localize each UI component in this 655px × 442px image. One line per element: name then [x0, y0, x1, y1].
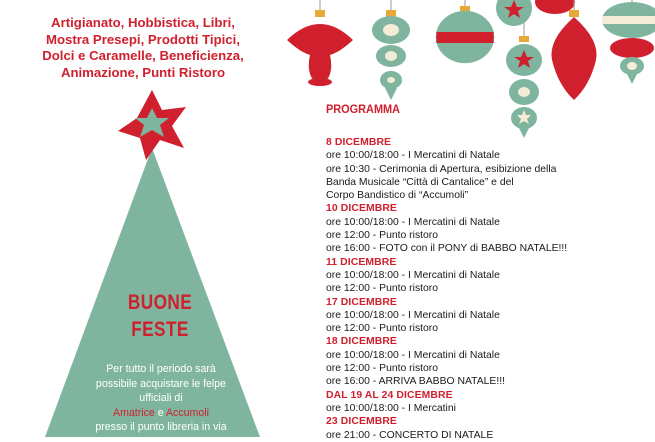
schedule-event: ore 12:00 - Punto ristoro — [326, 323, 439, 335]
schedule-list — [326, 136, 651, 442]
amatrice-text: Amatrice — [113, 406, 155, 419]
greeting-line-2: FESTE — [131, 318, 189, 341]
schedule-date: 11 DICEMBRE — [326, 256, 397, 268]
schedule-date: 17 DICEMBRE — [326, 296, 397, 308]
schedule-event: ore 16:00 - FOTO con il PONY di BABBO NATALE!!! — [326, 243, 568, 255]
ornament-star-top-icon — [496, 0, 532, 26]
header-line: Dolci e Caramelle, Beneficienza, — [42, 48, 244, 63]
schedule-event: ore 10:00/18:00 - I Mercatini di Natale — [326, 269, 500, 281]
schedule-date: 8 DICEMBRE — [326, 137, 392, 148]
header-line: Animazione, Punti Ristoro — [60, 64, 226, 80]
schedule-event: ore 10:00/18:00 - I Mercatini di Natale — [326, 150, 500, 162]
ornament-green-cream-stack-icon — [602, 0, 655, 84]
schedule-event: ore 12:00 - Punto ristoro — [326, 283, 439, 295]
schedule-event: ore 10:00/18:00 - I Mercatini di Natale — [326, 216, 500, 228]
schedule-event: ore 21:00 - CONCERTO DI NATALE — [326, 429, 494, 441]
schedule-event: ore 12:00 - Punto ristoro — [326, 363, 439, 375]
info-line: possibile acquistare le felpe — [95, 377, 227, 390]
accumoli-text: Accumoli — [166, 406, 209, 419]
schedule-event: ore 10:30 - Cerimonia di Apertura, esibizione della — [326, 163, 557, 175]
info-line: Per tutto il periodo sarà — [106, 363, 216, 375]
schedule-event: ore 10:00/18:00 - I Mercatini di Natale — [326, 309, 500, 321]
schedule-date: 18 DICEMBRE — [326, 336, 397, 348]
info-line: presso il punto libreria in via — [95, 421, 227, 433]
header-line: Artigianato, Hobbistica, Libri, — [51, 15, 235, 30]
greeting-line-1: BUONE — [127, 291, 193, 314]
info-line: ufficiali di — [139, 392, 183, 404]
ornament-green-star-stack-icon — [506, 22, 542, 138]
schedule-event: ore 10:00/18:00 - I Mercatini — [326, 402, 456, 414]
ornament-red-bulb-icon — [287, 0, 353, 86]
schedule-date: DAL 19 AL 24 DICEMBRE — [326, 389, 453, 401]
ornament-green-striped-ball-icon — [436, 0, 494, 63]
schedule-date: 10 DICEMBRE — [326, 203, 397, 215]
schedule-event: ore 16:00 - ARRIVA BABBO NATALE!!! — [326, 376, 506, 388]
schedule-event: Corpo Bandistico di “Accumoli” — [326, 190, 469, 202]
conjunction-text: e — [154, 406, 166, 419]
programma-title: PROGRAMMA — [326, 104, 401, 116]
header-line: Mostra Presepi, Prodotti Tipici, — [46, 31, 240, 47]
ornament-red-drop-icon — [551, 0, 596, 100]
ornament-green-stack-icon — [372, 0, 410, 100]
schedule-event: ore 10:00/18:00 - I Mercatini di Natale — [326, 349, 500, 361]
schedule-event: ore 12:00 - Punto ristoro — [326, 230, 439, 242]
schedule-event: Banda Musicale “Città di Cantalice” e del — [326, 176, 514, 188]
schedule-date: 23 DICEMBRE — [326, 416, 397, 428]
